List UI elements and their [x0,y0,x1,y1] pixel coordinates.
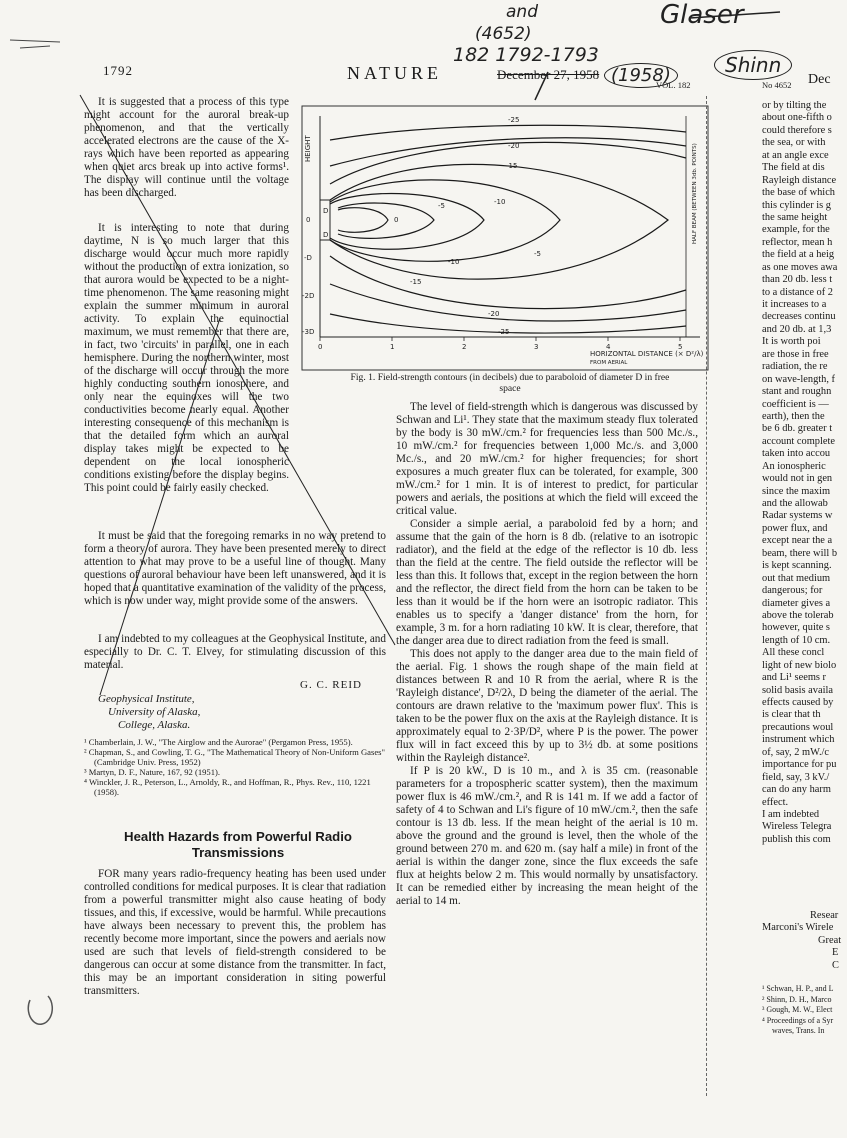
page-number: 1792 [103,63,133,78]
handwritten-and: and [506,2,538,22]
right-issue-number: No 4652 [762,80,792,90]
contour-label: -15 [410,278,422,286]
contour-label: -10 [494,198,506,206]
contour-label: -25 [498,328,510,336]
right-axis-label: HALF BEAM (BETWEEN 3db. POINTS) [692,143,698,244]
y-tick-label: -D [304,254,312,262]
x-tick-label: 3 [534,343,539,351]
volume-label: VOL. 182 [656,80,691,90]
issue-date: December 27, 1958 [497,67,600,82]
contour-label: -15 [506,162,518,170]
reference-item: ¹ Chamberlain, J. W., "The Airglow and the Aurorae" (Pergamon Press, 1955). [84,737,353,747]
article2-mid-column: The level of field-strength which is dangerous was discussed by Schwan and Li¹. They state that the maximum steady flux tolerated by the body is 30 mW./cm.² for frequencies less than 500 Mc./s., 10 mW./cm.² for frequencies between 1,000 Mc./s. and 3,000 Mc./s., and 20 mW./cm.² for higher frequencies; for short exposures a much greater flux can be tolerated, for example, 300 mW./cm.² for 1 min. It is of interest to predict, for particular powers and aerials, the positions at which the field will exceed the critical value. Consider a simple aerial, a paraboloid fed by a horn; and assume that the gain of the horn is 8 db. (relative to an isotropic radiator), and the field at the edge of the reflector is 10 db. less than the field at the centre. The field outside the reflector will be less than this. It follows that, except in the region between the horn and the reflector, the direct field from the horn can be taken to be less than it would be if the horn were an isotropic radiator. This enables us to specify a 'danger distance' from the horn, for example, 3 m. for a horn radiating 10 kW. It is clear, therefore, that the danger area due to direct radiation from the feed is small. This does not apply to the danger area due to the main field of the aerial. Fig. 1 shows the rough shape of the main field at distances between R and 10 R from the aerial, where R is the 'Rayleigh distance', D²/2λ, D being the diameter of the aerial. The contours are drawn relative to the 'maximum power flux'. This is taken to be the power flux on the axis at the Rayleigh distance. It is approximately equal to 2·3P/D², where P is the power. The power flux will in fact exceed this by up to 3½ db. at some positions within the Rayleigh distance². If P is 20 kW., D is 10 m., and λ is 35 cm. (reasonable parameters for a tropospheric scatter system), then the maximum power flux is 46 mW./cm.², and R is 141 m. If we add a factor of safety of 4 to Schwan and Li's figure of 10 mW./cm.², then the safe contour is 13 db. less. If the mean height of the aerial is 10 m. above the ground and the ground is level, then the whole of the ground between 270 m. and 620 m. (say half a mile) in front of the aerial is within the danger zone, since the flux exceeds the safe flux at heights below 2 m. This would normally by unsatisfactory. It can be remedied either by increasing the mean height of the aerial to 14 m. [396,401,698,907]
reference-item: ⁴ Proceedings of a Syr [762,1015,834,1025]
from-aerial-label: FROM AERIAL [590,360,628,366]
figure-caption: Fig. 1. Field-strength contours (in decibels) due to paraboloid of diameter D in free space [350,372,670,394]
contour-label: -5 [438,202,445,210]
article1-author: G. C. REID [300,679,362,691]
x-axis-label: HORIZONTAL DISTANCE (× D²/λ) [590,350,704,358]
reference-item: ² Chapman, S., and Cowling, T. G., "The Mathematical Theory of Non-Uniform Gases" (Cambridge Univ. Press, 1952) [84,747,386,767]
y-tick-label: -3D [302,328,315,336]
contour-label: -25 [508,116,520,124]
y-tick-label: 0 [306,216,311,224]
x-tick-label: 4 [606,343,611,351]
aerial-label-top: D [323,207,329,215]
reference-item: ² Shinn, D. H., Marco [762,994,832,1004]
right-running-head: Dec [808,72,831,87]
right-column-fragment: or by tilting the about one-fifth o could therefore s the sea, or with at an angle exce The field at dis Rayleigh distance the base of which this cylinder is g the same height example, for the reflector, mean h the field at a heig as one moves awa than 20 db. less t to a distance of 2 it increases to a decreases continu and 20 db. at 1,3 It is worth poi are those in free radiation, the re on wave-length, f stant and roughn coefficient is — earth), then the be 6 db. greater t account complete taken into accou An ionospheric would not in gen since the maxim and the allowab Radar systems w power flux, and except near the a beam, there will b is kept scanning. out that medium dangerous; for diameter gives a above the tolerab however, quite s length of 10 cm. All these concl light of new biolo and Li¹ seems r solid basis availa effects caused by is clear that th precautions woul instrument which of, say, 2 mW./c importance for pu field, say, 3 kV./ can do any harm effect. I am indebted Wireless Telegra publish this com [762,100,838,845]
right-column-refs [762,984,847,1037]
y-tick-label: -2D [302,292,315,300]
contour-label: -20 [508,142,520,150]
contour-line [330,125,686,140]
article1-para-2: It is interesting to note that during daytime, N is so much larger that this discharge would occur much more rapidly without the production of extra ionization, so that aurora would be expected to be a night-time phenomenon. The same reasoning might explain the summer minimum in auroral activity. To explain the equinoctial maximum, we must remember that there are, in fact, two 'circuits' in parallel, one in each hemisphere. During the northern winter, most of the discharge will occur through the more highly conducting southern ionosphere, and only near the equinoxes will the two conductivities become nearly equal. Another interesting consequence of this mechanism is that the detailed form which an auroral display takes might be expected to be dependent on the local ionospheric conditions existing before the display begins. This point could be fairly easily checked. [84,222,289,494]
contour-line [338,203,434,238]
right-column-border [706,96,708,1096]
handwritten-pages: 182 1792-1793 [453,44,599,66]
article1-para-4: I am indebted to my colleagues at the Geophysical Institute, and especially to Dr. C. T. Elvey, for stimulating discussion of this material. [84,633,386,671]
right-column-signature: Resear Marconi's Wirele Great E C [762,910,842,971]
x-tick-marks [320,337,680,341]
handwritten-issue: (4652) [475,24,532,44]
article2-title: Health Hazards from Powerful Radio Transmissions [124,829,352,860]
contour-label: -5 [534,250,541,258]
reference-item: waves, Trans. In [772,1026,825,1035]
x-tick-label: 1 [390,343,395,351]
contour-line [330,193,484,249]
y-axis-label: HEIGHT [304,135,312,162]
reference-item: ³ Martyn, D. F., Nature, 167, 92 (1951). [84,767,221,777]
article1-affiliation: Geophysical Institute, University of Alaska, College, Alaska. [98,693,201,731]
contour-label: 0 [394,216,399,224]
contour-line [330,180,560,261]
handwritten-name-shinn: Shinn [714,50,792,80]
article1-references [84,737,386,797]
x-tick-label: 2 [462,343,467,351]
journal-title: NATURE [347,63,442,83]
contour-line [330,164,668,279]
contour-line [338,208,388,233]
x-tick-label: 5 [678,343,683,351]
reference-item: ⁴ Winckler, J. R., Peterson, L., Arnoldy, R., and Hoffman, R., Phys. Rev., 110, 1221 (1958). [84,777,371,797]
article1-para-1: It is suggested that a process of this type might account for the auroral break-up phenomenon, and that the vertically accelerated electrons are the cause of the X-rays which have been reported as appearing when quiet arcs break up into active forms¹. The display will continue until the voltage has been discharged. [84,96,289,199]
reference-item: ³ Gough, M. W., Elect [762,1005,833,1014]
figure-1 [298,104,712,372]
contour-label: -10 [448,258,460,266]
aerial-label-bottom: D [323,231,329,239]
x-tick-label: 0 [318,343,323,351]
handwritten-name-glaser: Glaser [660,0,744,30]
reference-item: ¹ Schwan, H. P., and L [762,984,834,993]
article1-para-3: It must be said that the foregoing remarks in no way pretend to form a theory of aurora. They have been presented merely to direct attention to what may prove to be a useful line of thought. Many questions of auroral behaviour have been left unanswered, and it is hoped that a quantitative examination of the validity of the process, which is now under way, might provide some of the answers. [84,530,386,607]
article2-left-para: FOR many years radio-frequency heating has been used under controlled conditions for medical purposes. It is clear that radiation from a powerful transmitter might also cause heating of body tissues, and this, if excessive, would be harmful. While precautions have always been necessary to prevent this, the problem has recently become more important, since the powers and aerials now used are such that levels of field-strength considered to be dangerous can occur at some distance from the transmitter. In fact, this may be an important consideration in siting powerful transmitters. [84,868,386,997]
contour-label: -20 [488,310,500,318]
handwritten-year-circled: (1958) [604,63,678,88]
